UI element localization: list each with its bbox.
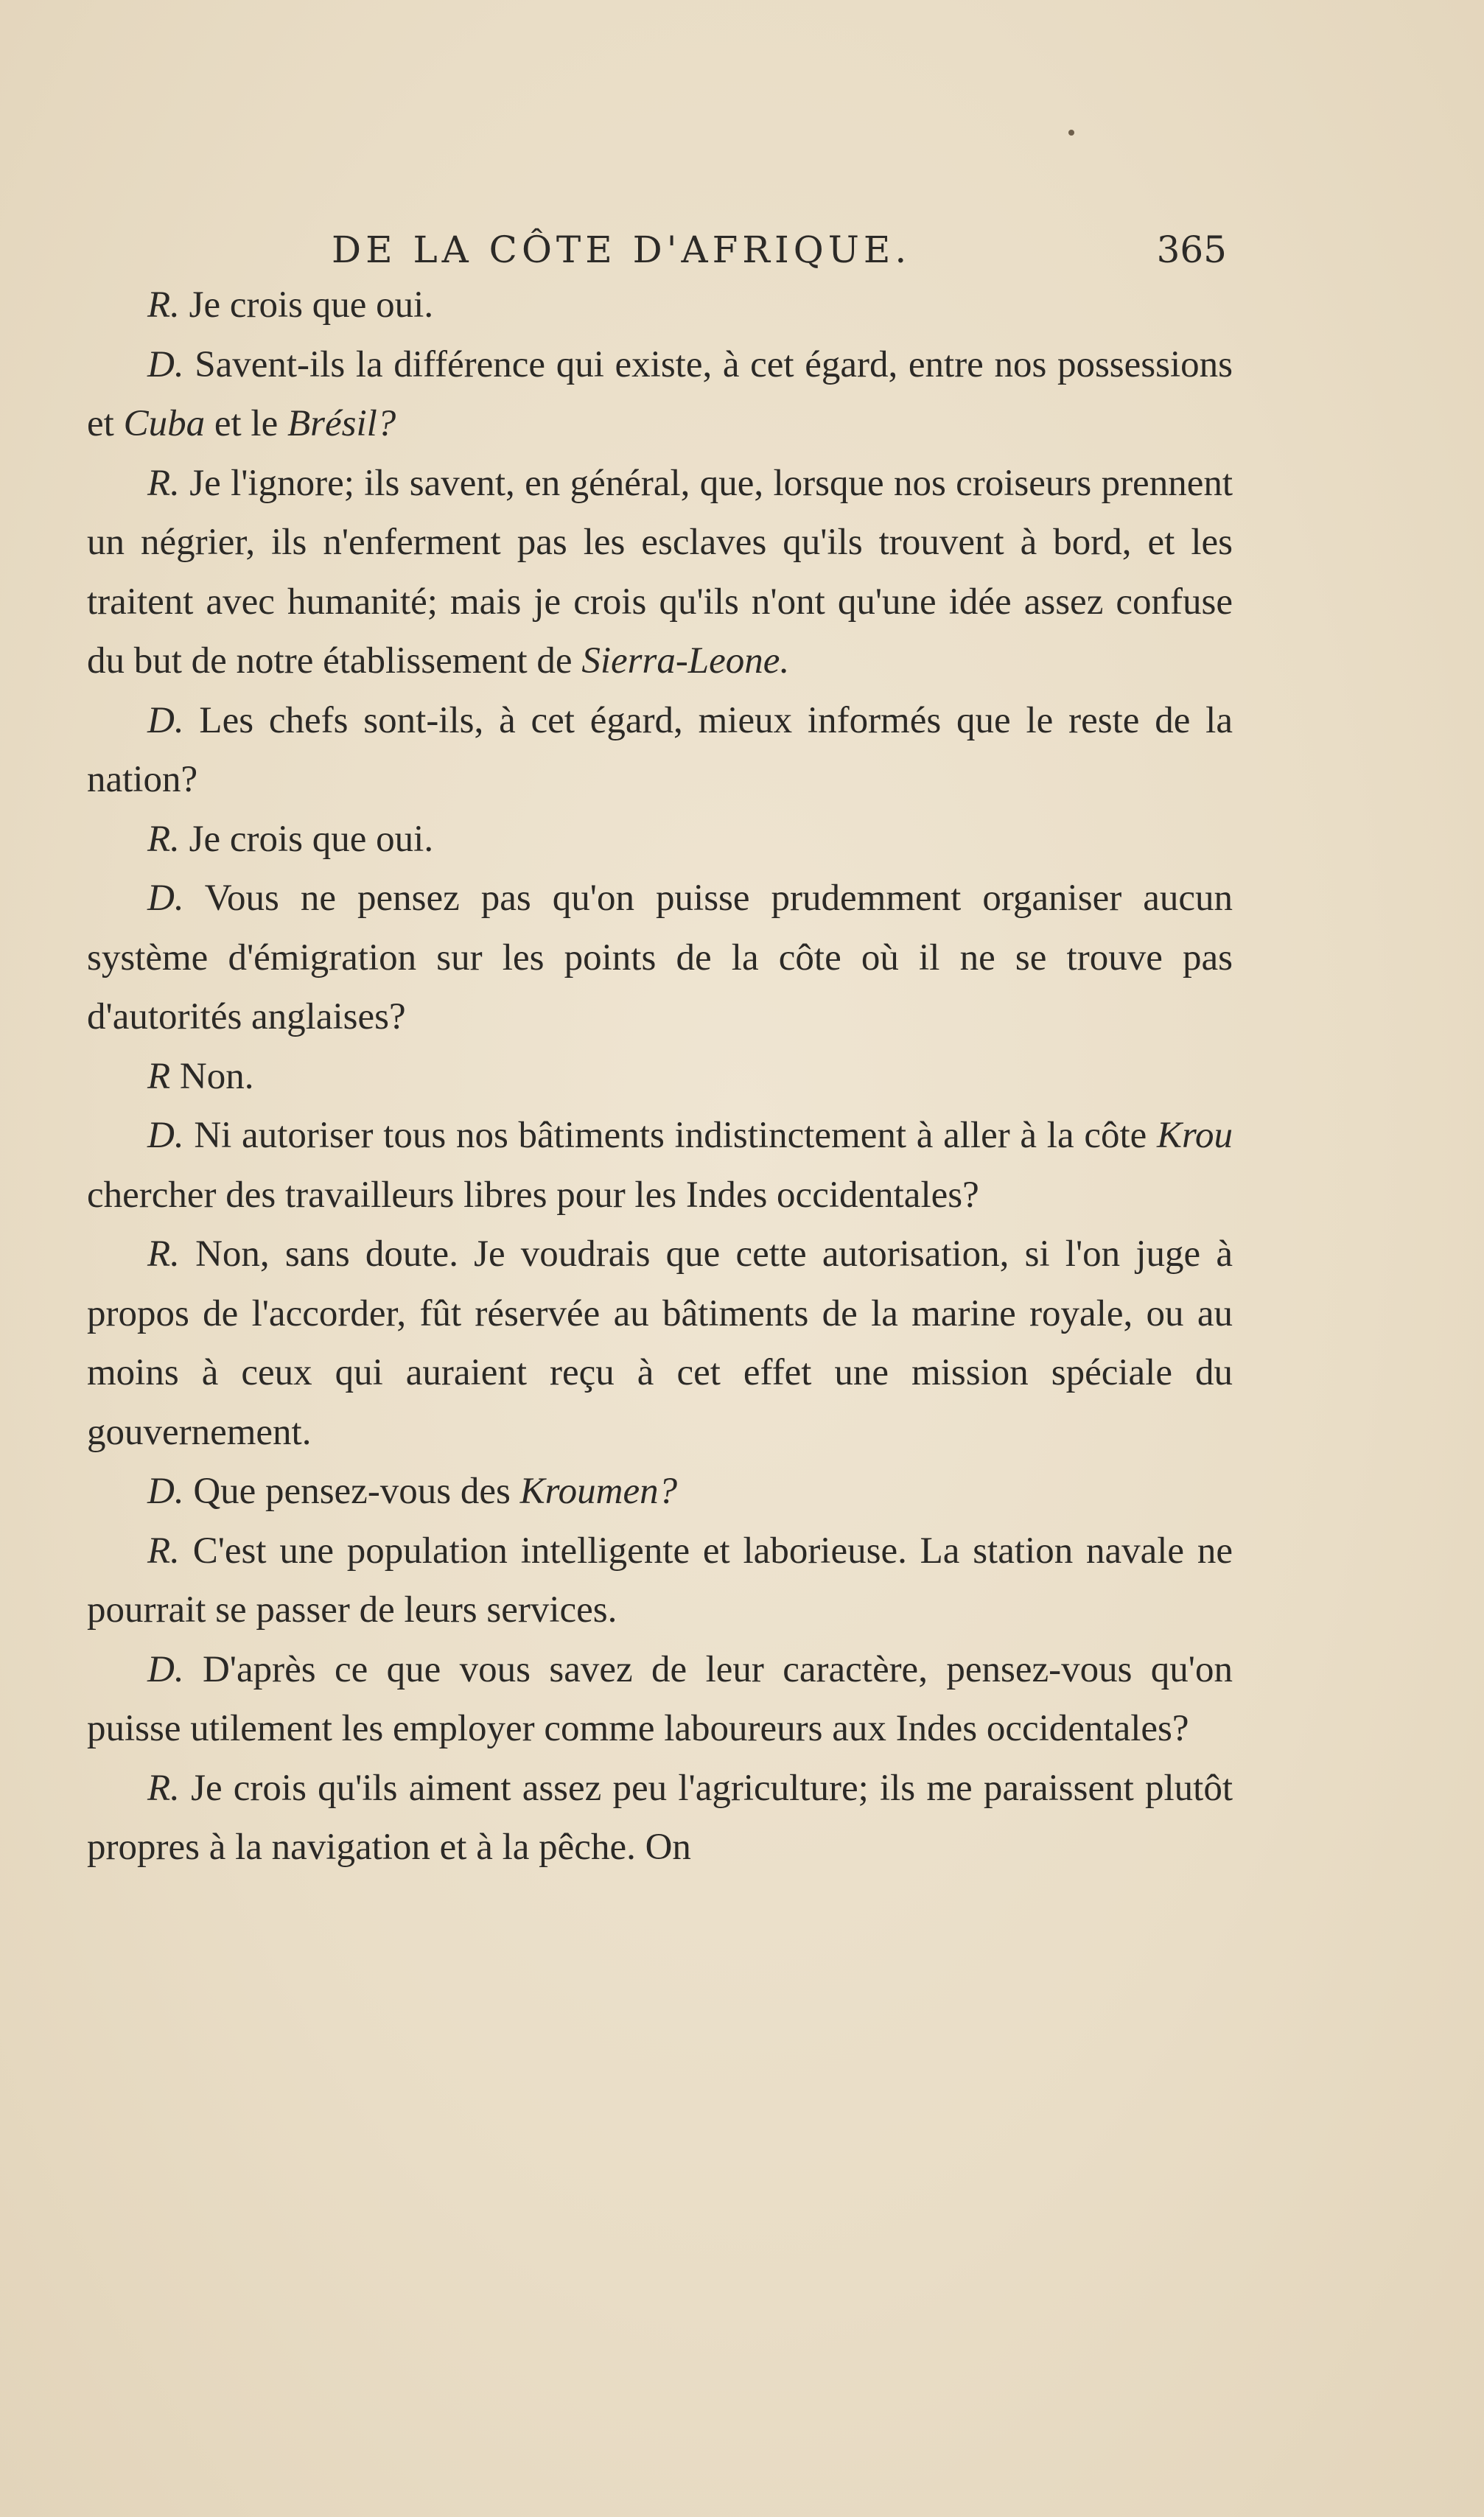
paragraph-text: Je l'ignore; ils savent, en général, que, lorsque nos croiseurs prennent un négrier, ils n'enferment pas les esclaves qu'ils trouvent à bord, et les traitent avec humanité; mais je crois qu'ils n'ont qu'une idée assez confuse du but de notre établissement de — [87, 462, 1233, 682]
dialogue-paragraph — [87, 1640, 1233, 1759]
speaker-label: R. — [147, 1233, 180, 1275]
paragraph-text: Non. — [170, 1055, 254, 1097]
dialogue-paragraph — [87, 691, 1233, 810]
speaker-label: D. — [147, 878, 184, 919]
dialogue-paragraph — [87, 810, 1233, 869]
speaker-label: D. — [147, 1648, 184, 1690]
italic-term: Sierra-Leone. — [581, 640, 790, 682]
dialogue-paragraph — [87, 1522, 1233, 1640]
speaker-label: R. — [147, 284, 180, 326]
page-number: 365 — [1156, 228, 1227, 271]
dialogue-paragraph — [87, 335, 1233, 454]
speaker-label: R. — [147, 1767, 180, 1809]
speaker-label: D. — [147, 1471, 184, 1512]
dialogue-paragraph — [87, 1106, 1233, 1225]
paragraph-text: et le — [205, 403, 287, 444]
running-head-title: DE LA CÔTE D'AFRIQUE. — [332, 228, 911, 271]
paragraph-text: Je crois qu'ils aiment assez peu l'agriculture; ils me paraissent plutôt propres à la navigation et à la pêche. On — [87, 1767, 1233, 1868]
paragraph-text: D'après ce que vous savez de leur caractère, pensez-vous qu'on puisse utilement les employer comme laboureurs aux Indes occidentales? — [87, 1648, 1233, 1749]
speaker-label: D. — [147, 699, 184, 741]
paragraph-text: Je crois que oui. — [179, 284, 434, 326]
dialogue-paragraph — [87, 276, 1233, 335]
dialogue-paragraph — [87, 869, 1233, 1047]
paragraph-text: Non, sans doute. Je voudrais que cette autorisation, si l'on juge à propos de l'accorder, fût réservée au bâtiments de la marine royale, ou au moins à ceux qui auraient reçu à cet effet une mission spéciale du gouvernement. — [87, 1233, 1233, 1453]
paragraph-text: C'est une population intelligente et laborieuse. La station navale ne pourrait se passer de leurs services. — [87, 1530, 1233, 1631]
paragraph-text: chercher des travailleurs libres pour les Indes occidentales? — [87, 1174, 979, 1216]
paragraph-text: Ni autoriser tous nos bâtiments indistinctement à aller à la côte — [183, 1115, 1158, 1156]
speaker-label: R. — [147, 1530, 180, 1572]
paragraph-text: Les chefs sont-ils, à cet égard, mieux informés que le reste de la nation? — [87, 699, 1233, 800]
dialogue-paragraph — [87, 1462, 1233, 1522]
dialogue-paragraph — [87, 1759, 1233, 1877]
dialogue-paragraph — [87, 1225, 1233, 1462]
paragraph-text: Que pensez-vous des — [183, 1471, 520, 1512]
dialogue-paragraph — [87, 454, 1233, 691]
speaker-label: R. — [147, 462, 180, 504]
italic-term: Brésil? — [287, 403, 396, 444]
speaker-label: D. — [147, 1115, 184, 1156]
speaker-label: D. — [147, 343, 184, 385]
paragraph-text: Savent-ils la différence qui existe, à cet égard, entre nos possessions et — [87, 343, 1233, 444]
speaker-label: R. — [147, 818, 180, 860]
italic-term: Krou — [1157, 1115, 1233, 1156]
dialogue-paragraph — [87, 1047, 1233, 1107]
paragraph-text: Je crois que oui. — [179, 818, 434, 860]
paragraph-text: Vous ne pensez pas qu'on puisse prudemment organiser aucun système d'émigration sur les points de la côte où il ne se trouve pas d'autorités anglaises? — [87, 878, 1233, 1037]
body-text — [87, 276, 1233, 1877]
italic-term: Cuba — [123, 403, 206, 444]
ink-speck — [1068, 130, 1074, 136]
speaker-label: R — [147, 1055, 171, 1097]
italic-term: Kroumen? — [519, 1471, 678, 1512]
